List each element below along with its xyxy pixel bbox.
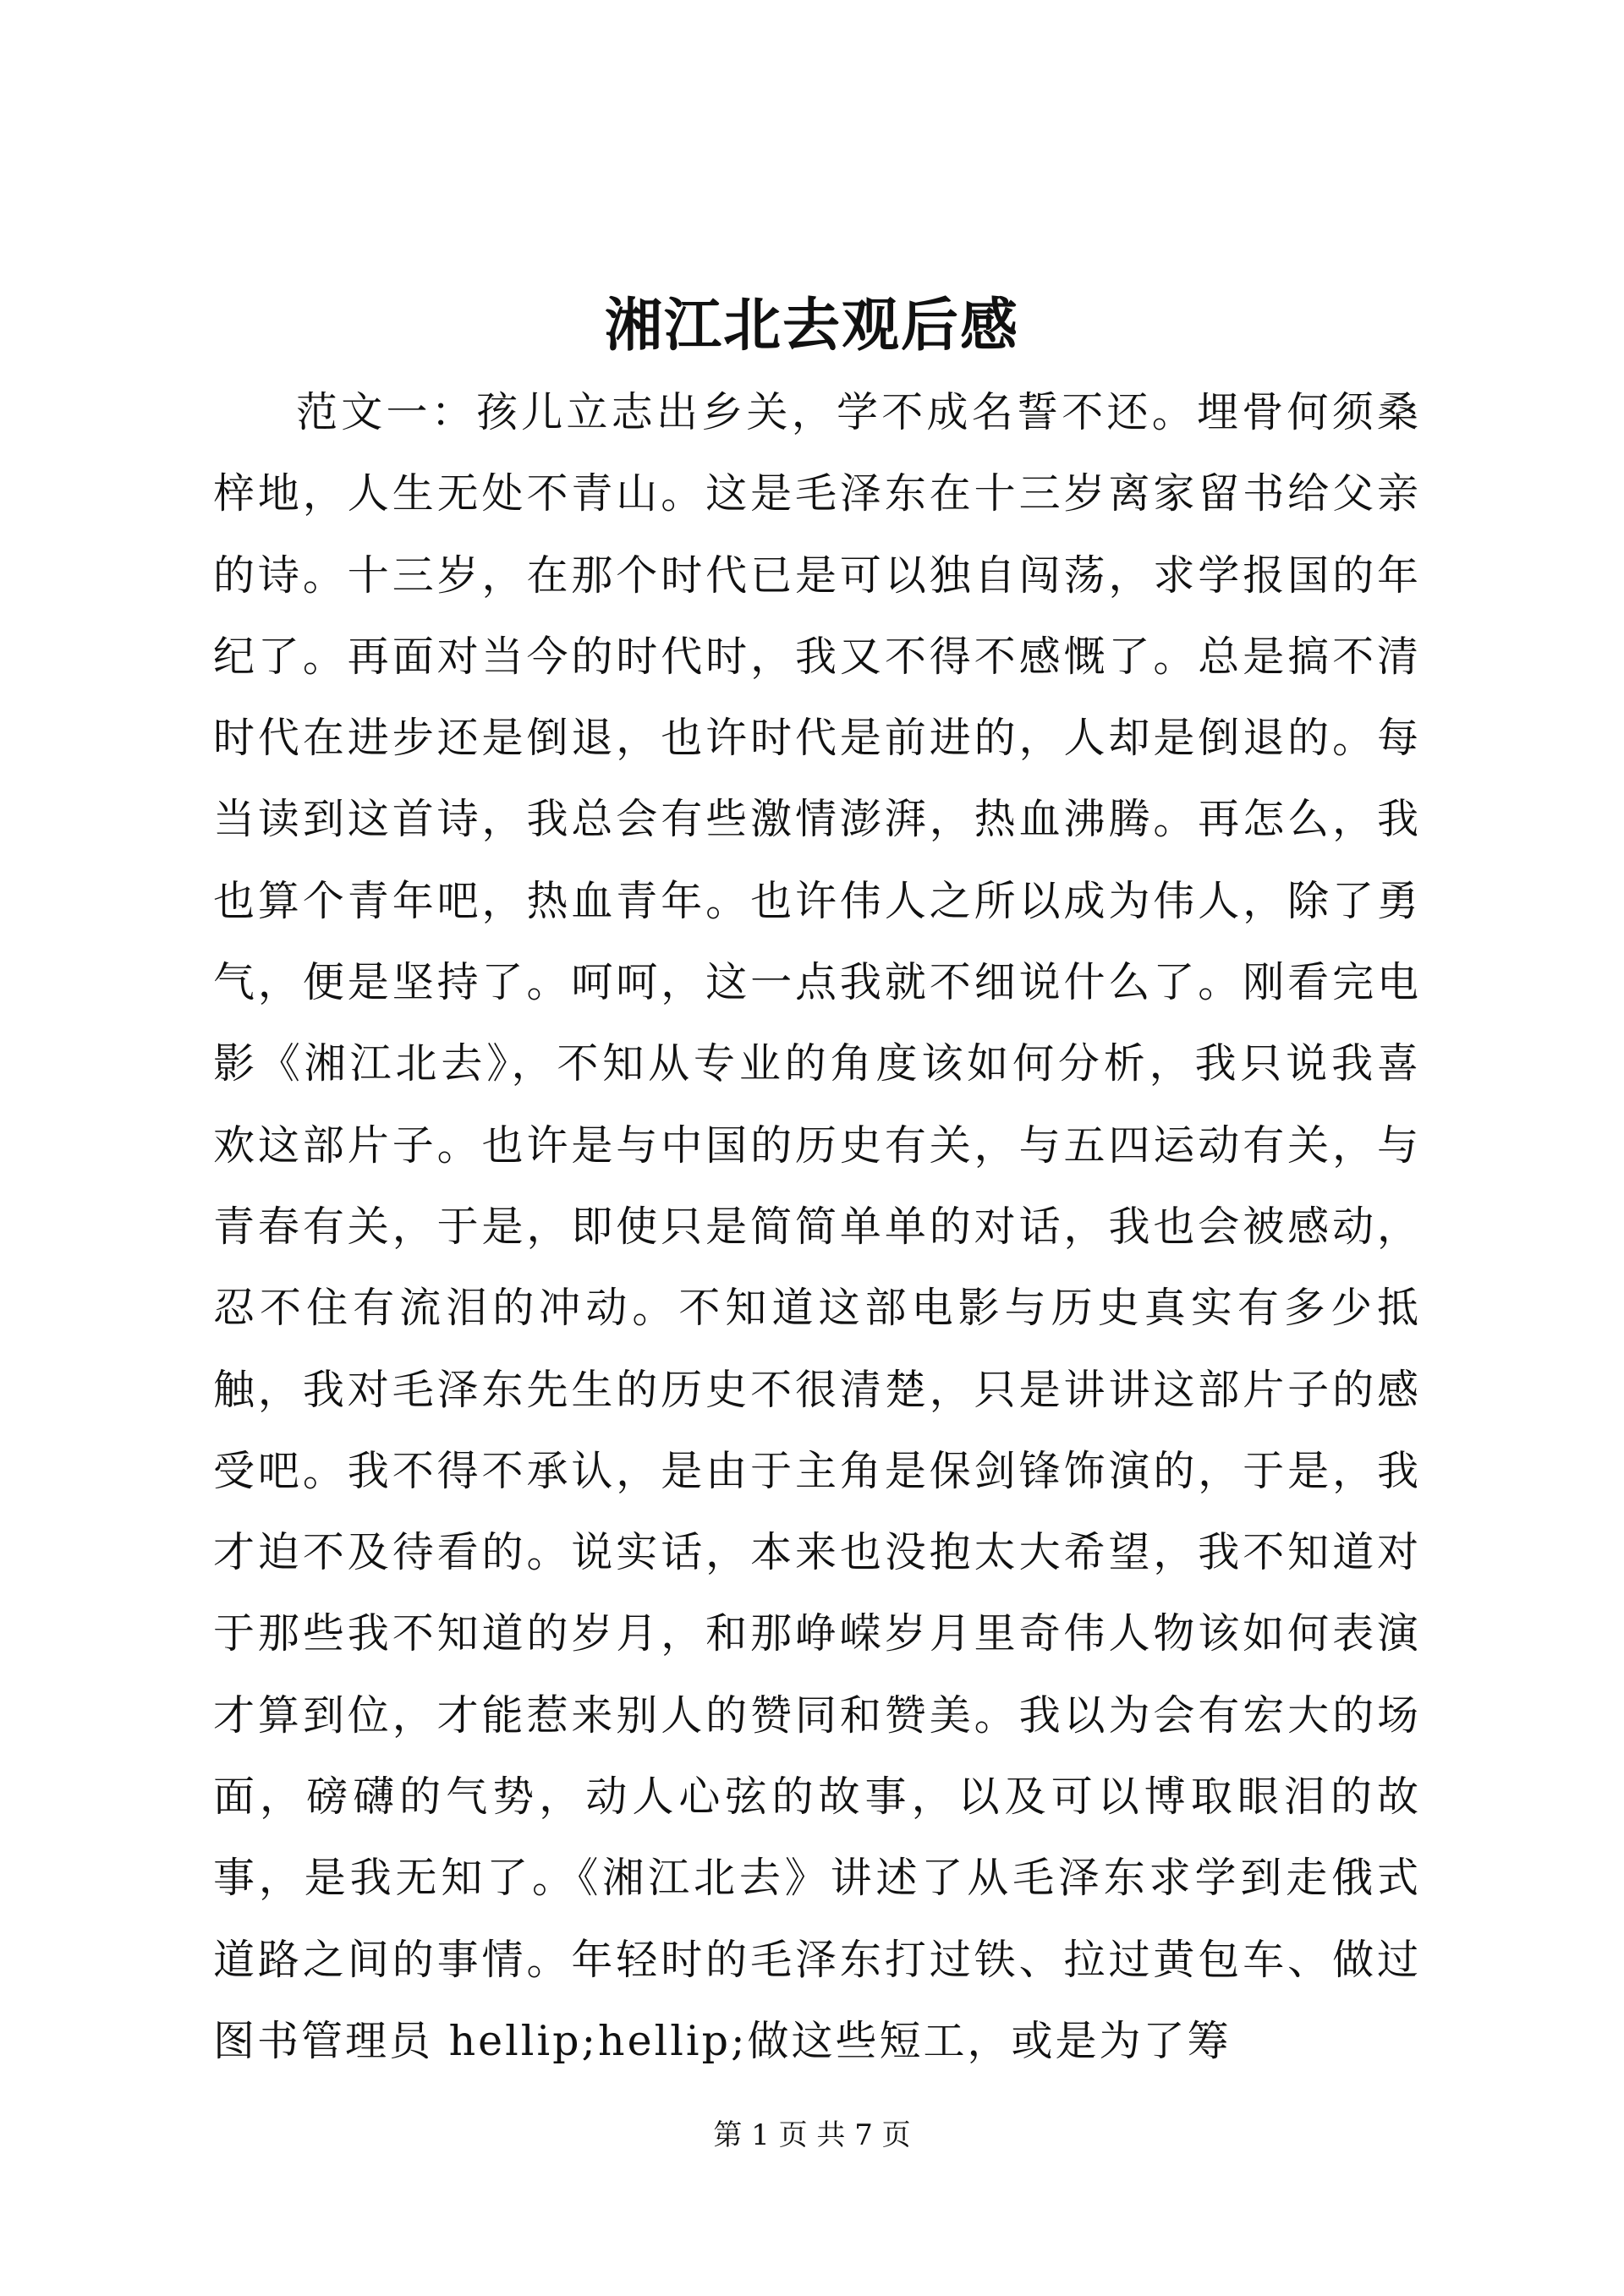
document-title: 湘江北去观后感 — [604, 292, 1019, 359]
body-paragraph: 范文一：孩儿立志出乡关，学不成名誓不还。埋骨何须桑梓地，人生无处不青山。这是毛泽东在十三岁离家留书给父亲的诗。十三岁，在那个时代已是可以独自闯荡，求学报国的年纪了。再面对当今的时代时，我又不得不感慨了。总是搞不清时代在进步还是倒退，也许时代是前进的，人却是倒退的。每当读到这首诗，我总会有些激情澎湃，热血沸腾。再怎么，我也算个青年吧，热血青年。也许伟人之所以成为伟人，除了勇气，便是坚持了。呵呵，这一点我就不细说什么了。刚看完电影《湘江北去》，不知从专业的角度该如何分析，我只说我喜欢这部片子。也许是与中国的历史有关，与五四运动有关，与青春有关，于是，即使只是简简单单的对话，我也会被感动，忍不住有流泪的冲动。不知道这部电影与历史真实有多少抵触，我对毛泽东先生的历史不很清楚，只是讲讲这部片子的感受吧。我不得不承认，是由于主角是保剑锋饰演的，于是，我才迫不及待看的。说实话，本来也没抱太大希望，我不知道对于那些我不知道的岁月，和那峥嵘岁月里奇伟人物该如何表演才算到位，才能惹来别人的赞同和赞美。我以为会有宏大的场面，磅礴的气势，动人心弦的故事，以及可以博取眼泪的故事，是我无知了。《湘江北去》讲述了从毛泽东求学到走俄式道路之间的事情。年轻时的毛泽东打过铁、拉过黄包车、做过图书管理员 hellip;hellip;做这些短工，或是为了筹 — [213, 388, 1421, 2065]
page-footer: 第 1 页 共 7 页 — [713, 2118, 911, 2152]
